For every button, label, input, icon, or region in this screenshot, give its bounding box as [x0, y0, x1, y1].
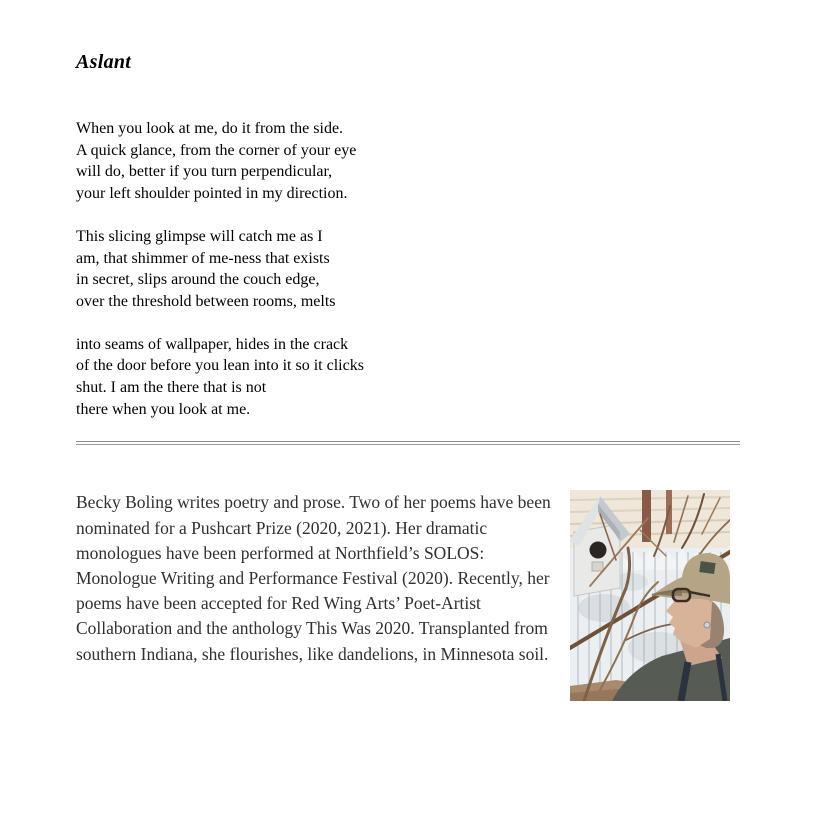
poem-line: over the threshold between rooms, melts — [76, 292, 336, 310]
poem-stanza-2 — [76, 226, 740, 313]
author-bio-section — [76, 490, 740, 666]
poem-title: Aslant — [76, 51, 132, 73]
poem-line: shut. I am the there that is not — [76, 379, 267, 397]
poem-line: When you look at me, do it from the side. — [76, 120, 344, 137]
poem-line: A quick glance, from the corner of your eye — [76, 141, 357, 159]
poem-line: into seams of wallpaper, hides in the crack — [76, 335, 349, 353]
poem-line: there when you look at me. — [76, 400, 251, 418]
section-divider — [76, 441, 740, 445]
poem-line: your left shoulder pointed in my direction. — [76, 185, 348, 203]
poem-line: am, that shimmer of me-ness that exists — [76, 249, 330, 267]
author-photo — [570, 490, 730, 701]
poem-stanza-3 — [76, 334, 740, 421]
poem-line: will do, better if you turn perpendicular, — [76, 163, 333, 181]
poem-line: This slicing glimpse will catch me as I — [76, 227, 323, 245]
poem-stanza-1 — [76, 118, 740, 205]
poem-body — [76, 118, 740, 420]
poem-line: in secret, slips around the couch edge, — [76, 271, 320, 289]
author-bio-text: Becky Boling writes poetry and prose. Two of her poems have been nominated for a Pushcart Prize (2020, 2021). Her dramatic monologues have been performed at Northfield’s SOLOS: Monologue Writing and Performance Festival (2020). Recently, her poems have been accepted for Red Wing Arts’ Poet-Artist Collaboration and the anthology This Was 2020. Transplanted from southern Indiana, she flourishes, like dandelions, in Minnesota soil. — [76, 492, 551, 664]
poem-line: of the door before you lean into it so it clicks — [76, 357, 364, 375]
